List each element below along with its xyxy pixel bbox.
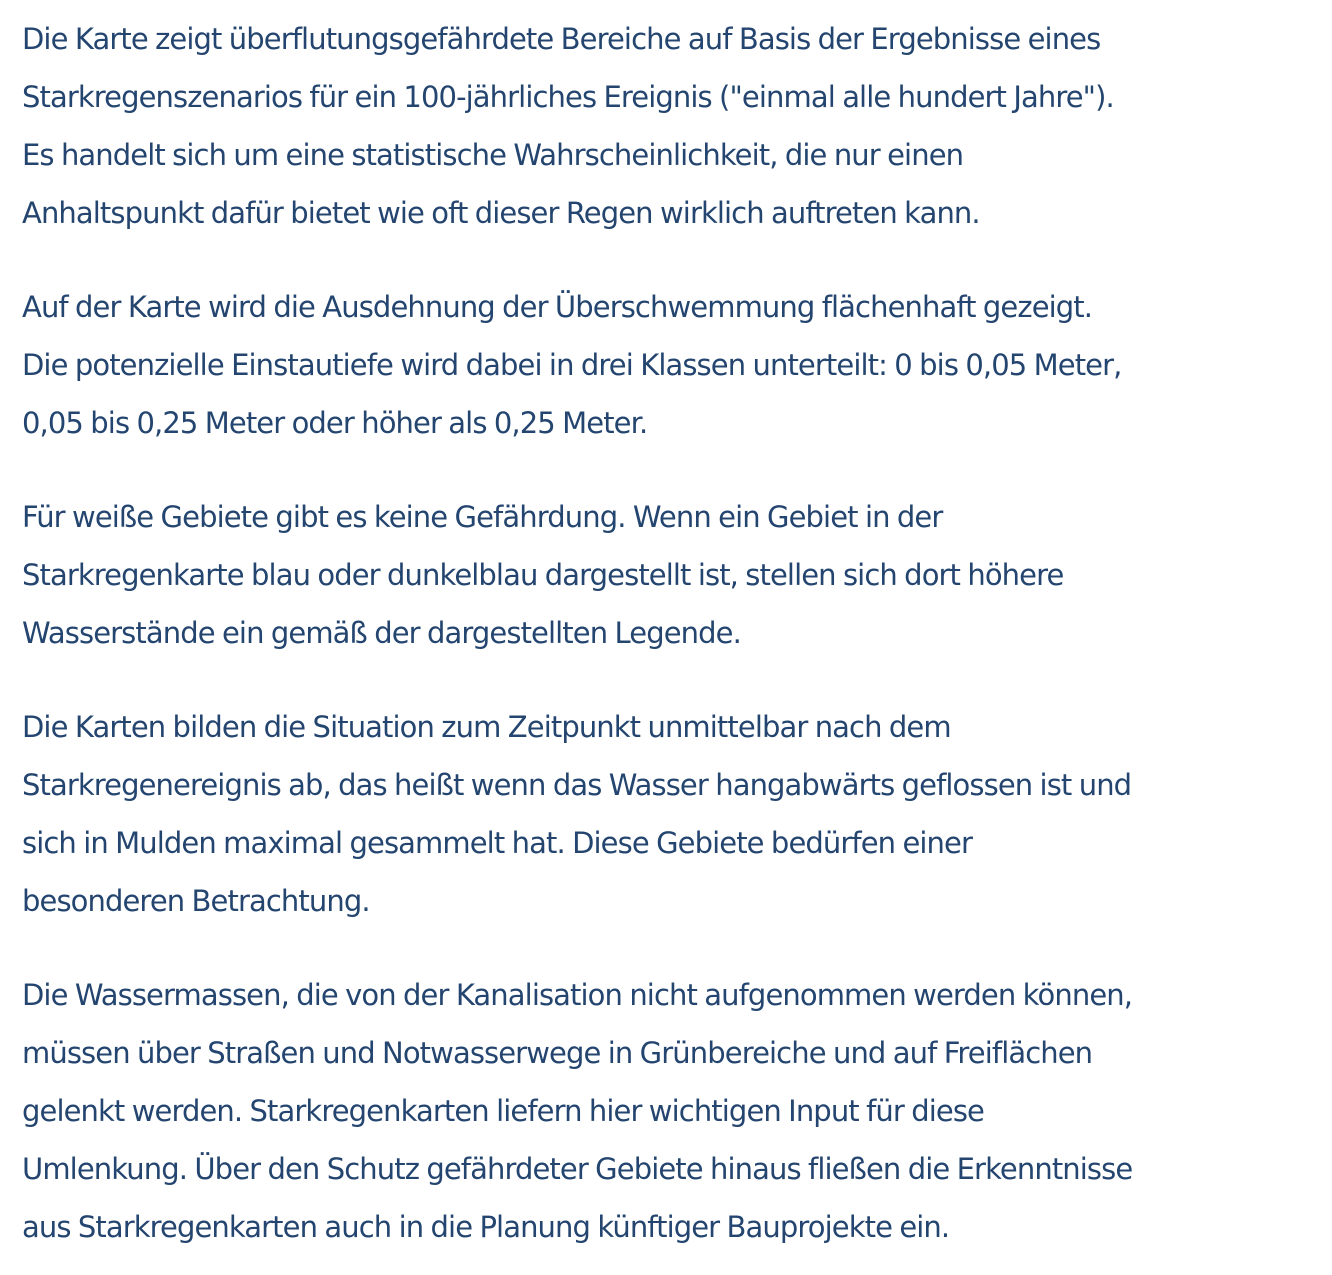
text-line: Umlenkung. Über den Schutz gefährdeter Gebiete hinaus fließen die Erkenntnisse: [22, 1152, 1133, 1186]
paragraph-legend-colors: [22, 488, 1332, 662]
text-line: Die Karten bilden die Situation zum Zeitpunkt unmittelbar nach dem: [22, 710, 951, 744]
text-line: Die Wassermassen, die von der Kanalisation nicht aufgenommen werden können,: [22, 978, 1133, 1012]
text-line: aus Starkregenkarten auch in die Planung künftiger Bauprojekte ein.: [22, 1210, 950, 1244]
paragraph-depth-classes: [22, 278, 1332, 452]
paragraph-water-masses: [22, 966, 1332, 1256]
text-line: gelenkt werden. Starkregenkarten liefern hier wichtigen Input für diese: [22, 1094, 984, 1128]
text-line: Die potenzielle Einstautiefe wird dabei in drei Klassen unterteilt: 0 bis 0,05 Meter,: [22, 348, 1122, 382]
text-line: Anhaltspunkt dafür bietet wie oft dieser Regen wirklich auftreten kann.: [22, 196, 980, 230]
text-line: Wasserstände ein gemäß der dargestellten Legende.: [22, 616, 741, 650]
text-line: Starkregenkarte blau oder dunkelblau dargestellt ist, stellen sich dort höhere: [22, 558, 1064, 592]
text-line: Für weiße Gebiete gibt es keine Gefährdung. Wenn ein Gebiet in der: [22, 500, 943, 534]
paragraph-situation: [22, 698, 1332, 930]
text-line: Auf der Karte wird die Ausdehnung der Überschwemmung flächenhaft gezeigt.: [22, 290, 1093, 324]
text-line: sich in Mulden maximal gesammelt hat. Diese Gebiete bedürfen einer: [22, 826, 972, 860]
text-line: Es handelt sich um eine statistische Wahrscheinlichkeit, die nur einen: [22, 138, 964, 172]
text-line: besonderen Betrachtung.: [22, 884, 370, 918]
text-line: Die Karte zeigt überflutungsgefährdete Bereiche auf Basis der Ergebnisse eines: [22, 22, 1101, 56]
text-line: Starkregenszenarios für ein 100-jährliches Ereignis ("einmal alle hundert Jahre").: [22, 80, 1114, 114]
text-line: müssen über Straßen und Notwasserwege in Grünbereiche und auf Freiflächen: [22, 1036, 1093, 1070]
text-line: Starkregenereignis ab, das heißt wenn das Wasser hangabwärts geflossen ist und: [22, 768, 1132, 802]
paragraph-definition: [22, 10, 1332, 242]
text-line: 0,05 bis 0,25 Meter oder höher als 0,25 Meter.: [22, 406, 648, 440]
